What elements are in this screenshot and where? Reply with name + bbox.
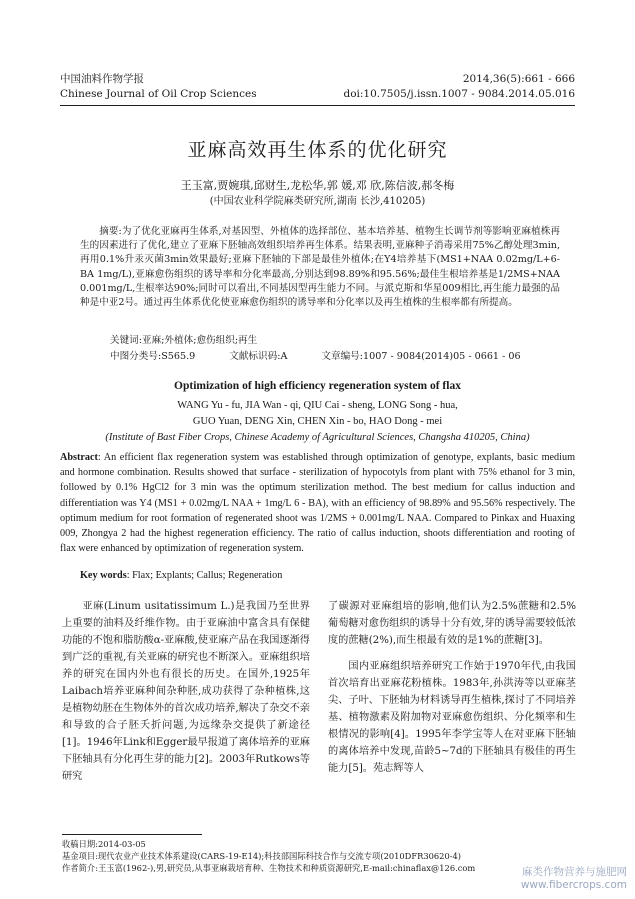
doi: doi:10.7505/j.issn.1007 - 9084.2014.05.016	[343, 88, 575, 100]
paper-title-en: Optimization of high efficiency regeneration system of flax	[174, 380, 461, 392]
keywords-en	[80, 570, 282, 581]
authors-cn: 王玉富,贾婉琪,邱财生,龙松华,郭 媛,邓 欣,陈信波,郝冬梅	[180, 179, 455, 192]
body-column-right	[328, 598, 576, 777]
article-number: 文章编号:1007 - 9084(2014)05 - 0661 - 06	[321, 351, 521, 362]
keywords-en-text: : Flax; Explants; Callus; Regeneration	[126, 570, 283, 581]
volume-issue: 2014,36(5):661 - 666	[462, 73, 575, 85]
body-column-left	[62, 598, 310, 785]
authors-en-line-2: GUO Yuan, DENG Xin, CHEN Xin - bo, HAO Dong - mei	[192, 416, 443, 427]
abstract-en	[60, 450, 575, 556]
received-date: 收稿日期:2014-03-05	[62, 839, 146, 849]
keywords-cn: 关键词:亚麻;外植体;愈伤组织;再生	[110, 335, 258, 346]
header-rule	[60, 105, 575, 106]
citation-header	[343, 72, 575, 102]
abstract-en-text: : An efficient flax regeneration system was established through optimization of genotype, explants, basic medium and hormone combination. Results showed that surface - sterilization of hypocotyls from plant with 75% ethanol for 3 min, followed by 0.1% HgCl2 for 3 min was the optimum sterilization method. The best medium for callus induction and differentiation was Y4 (MS1 + 0.02mg/L NAA + 1mg/L 6 - BA), with an efficiency of 98.89% and 95.56% respectively. The optimum medium for root formation of regenerated shoot was 1/2MS + 0.001mg/L NAA. Compared to Pinkax and Huaxing 009, Zhongya 2 had the highest regeneration efficiency. The ratio of callus induction, shoots differentiation and rooting of flax were enhanced by optimization of regeneration system.	[60, 452, 575, 555]
author-bio: 作者简介:王玉富(1962-),男,研究员,从事亚麻栽培育种、生物技术和种质资源研究,E-mail:chinaflax@126.com	[62, 863, 476, 873]
journal-header	[60, 72, 257, 102]
abstract-en-label: Abstract	[60, 452, 98, 463]
body-paragraph: 亚麻(Linum usitatissimum L.)是我国乃至世界上重要的油料及纤维作物。由于亚麻油中富含具有保健功能的不饱和脂肪酸α-亚麻酸,使亚麻产品在我国逐渐得到广泛的重视,有关亚麻的研究也不断深入。亚麻组织培养的研究在国内外也有很长的历史。在国外,1925年Laibach培养亚麻种间杂种胚,成功获得了杂种植株,这是植物幼胚在生物体外的首次成功培养,解决了杂交不亲和导致的合子胚夭折问题,为远缘杂交提供了新途径[1]。1946年Link和Egger最早报道了离体培养的亚麻下胚轴具有分化再生芽的能力[2]。2003年Rutkows等研究	[62, 601, 310, 782]
journal-name-en: Chinese Journal of Oil Crop Sciences	[60, 88, 257, 100]
authors-en-line-1: WANG Yu - fu, JIA Wan - qi, QIU Cai - sheng, LONG Song - hua,	[177, 400, 458, 411]
affiliation-en: (Institute of Bast Fiber Crops, Chinese Academy of Agricultural Sciences, Changsha 410205, China)	[105, 432, 530, 443]
footnotes	[62, 838, 582, 874]
body-paragraph: 国内亚麻组织培养研究工作始于1970年代,由我国首次培育出亚麻花粉植株。1983年,孙洪涛等以亚麻茎尖、子叶、下胚轴为材料诱导再生植株,探讨了不同培养基、植物激素及附加物对亚麻愈伤组织、分化频率和生根情况的影响[4]。1995年李学宝等人在对亚麻下胚轴的离体培养中发现,苗龄5~7d的下胚轴具有极佳的再生能力[5]。苑志辉等人	[328, 661, 576, 774]
watermark-url: www.fibercrops.com	[520, 879, 627, 891]
body-paragraph: 了碳源对亚麻组培的影响,他们认为2.5%蔗糖和2.5%葡萄糖对愈伤组织的诱导十分有效,芽的诱导需要较低浓度的蔗糖(2%),而生根最有效的是1%的蔗糖[3]。	[328, 601, 576, 646]
abstract-cn-text: 摘要:为了优化亚麻再生体系,对基因型、外植体的选择部位、基本培养基、植物生长调节剂等影响亚麻植株再生的因素进行了优化,建立了亚麻下胚轴高效组织培养再生体系。结果表明,亚麻种子消毒采用75%乙醇处理3min,再用0.1%升汞灭菌3min效果最好;亚麻下胚轴的下部是最佳外植体;在Y4培养基下(MS1+NAA 0.02mg/L+6-BA 1mg/L),亚麻愈伤组织的诱导率和分化率最高,分别达到98.89%和95.56%;最佳生根培养基是1/2MS+NAA 0.001mg/L,生根率达90%;同时可以看出,不同基因型再生能力不同。与派克斯和华星009相比,再生能力最强的品种是中亚2号。通过再生体系优化使亚麻愈伤组织的诱导率和分化率以及再生植株的生根率都有所提高。	[80, 226, 560, 309]
keywords-en-label: Key words	[80, 570, 127, 581]
watermark-cn: 麻类作物营养与施肥网	[522, 866, 627, 878]
journal-name-cn: 中国油料作物学报	[60, 73, 144, 85]
document-code: 文献标识码:A	[229, 351, 288, 362]
clc-number: 中图分类号:S565.9	[110, 351, 196, 362]
classification-line	[110, 348, 570, 362]
abstract-cn	[80, 225, 560, 310]
footnote-rule	[62, 834, 202, 835]
affiliation-cn: (中国农业科学院麻类研究所,湖南 长沙,410205)	[209, 196, 426, 207]
paper-title-cn: 亚麻高效再生体系的优化研究	[187, 139, 448, 161]
watermark	[521, 866, 627, 892]
funding: 基金项目:现代农业产业技术体系建设(CARS-19-E14);科技部国际科技合作与交流专项(2010DFR30620-4)	[62, 851, 462, 861]
authors-en	[0, 398, 635, 430]
